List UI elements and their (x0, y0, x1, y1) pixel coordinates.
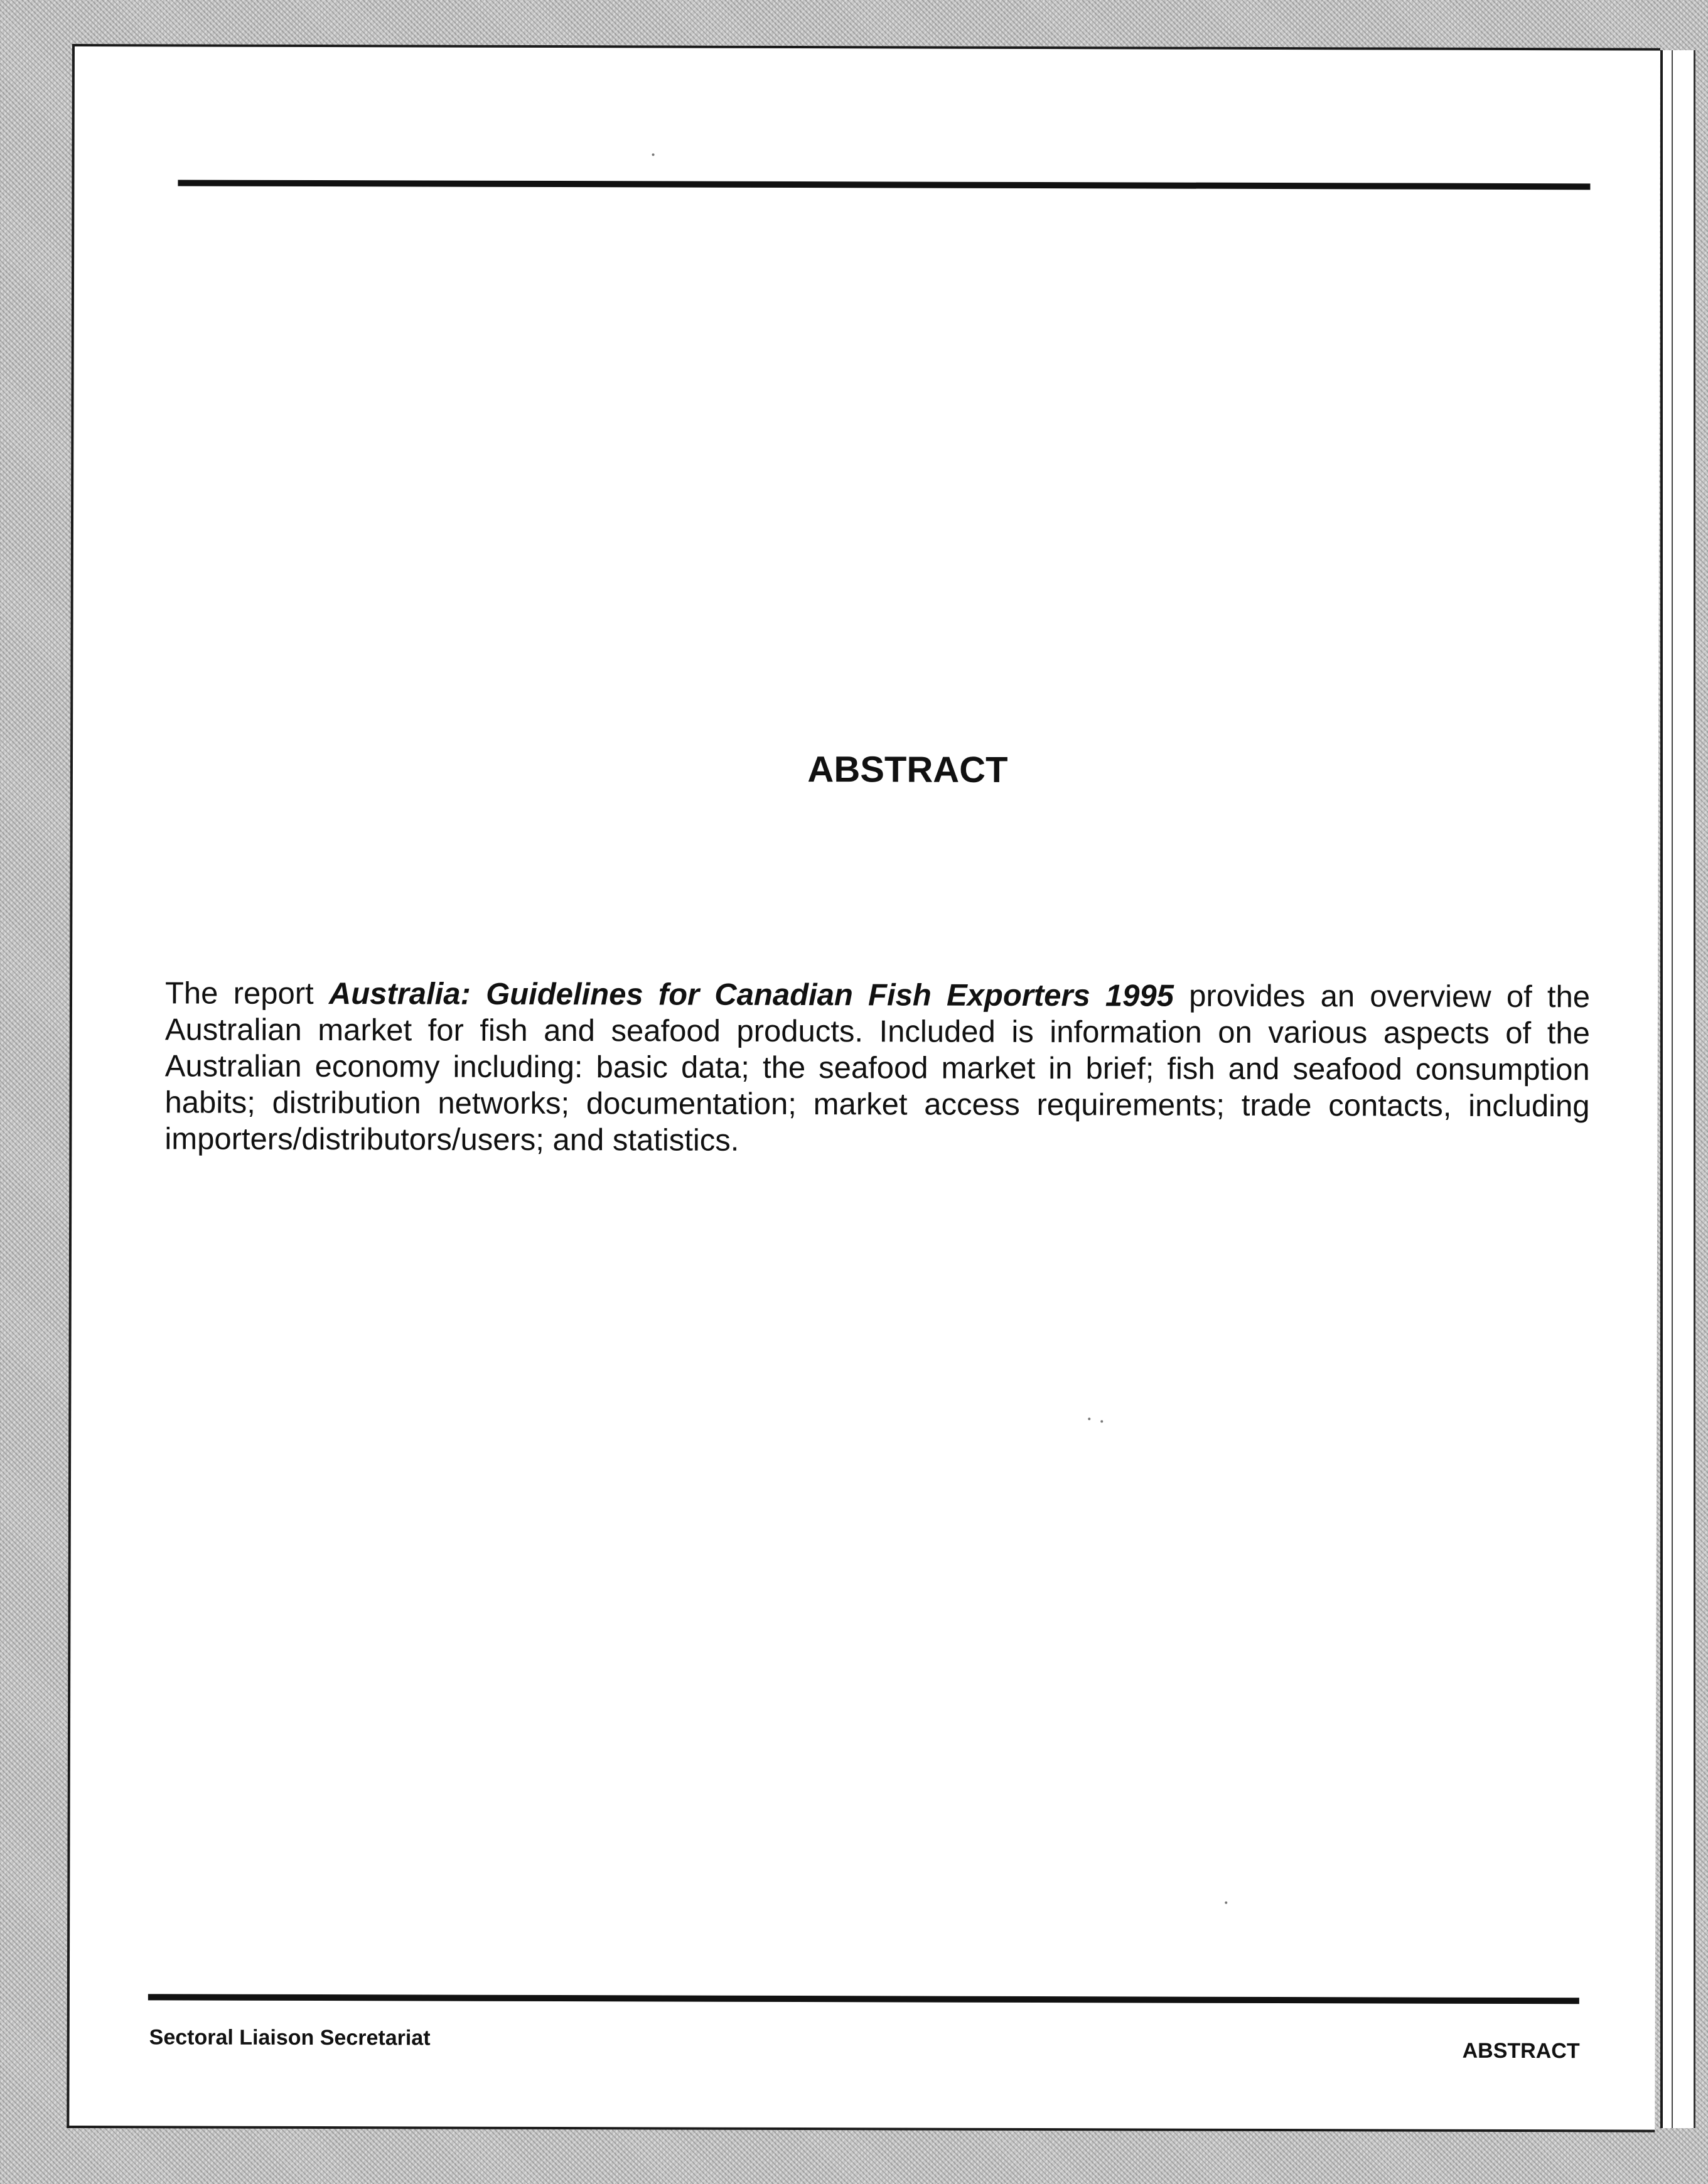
footer-organization: Sectoral Liaison Secretariat (149, 2025, 431, 2050)
footer-rule (148, 1994, 1579, 2004)
adjacent-page-edge (1660, 50, 1695, 2128)
footer-section-label: ABSTRACT (1462, 2038, 1580, 2063)
page-title: ABSTRACT (807, 749, 1008, 790)
scan-speck (652, 153, 655, 156)
scan-speck (1225, 1902, 1227, 1904)
abstract-body: provides an overview of the Australian market for fish and seafood products. Included is information on various aspects of the Australian economy including: basic data; the seafood market in brief; fish and seafood consumption habits; distribution networks; documentation; market access requirements; trade contacts, including importers/distributors/users; and statistics. (164, 979, 1591, 1158)
document-page (67, 44, 1660, 2133)
abstract-intro: The report (164, 976, 329, 1011)
header-rule (178, 180, 1590, 190)
abstract-paragraph (164, 975, 1590, 1161)
scan-speck (1100, 1420, 1103, 1423)
scan-speck (1088, 1417, 1090, 1420)
report-title: Australia: Guidelines for Canadian Fish Exporters 1995 (328, 977, 1174, 1013)
